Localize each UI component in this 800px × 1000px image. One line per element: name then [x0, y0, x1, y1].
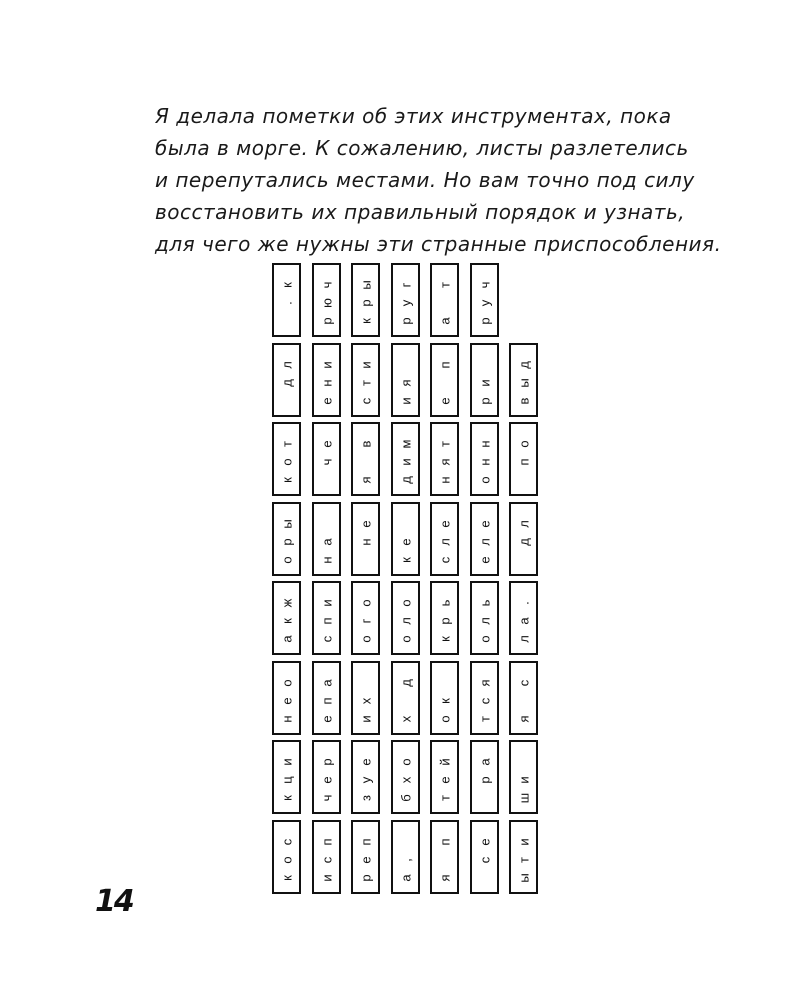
letter: п [437, 360, 452, 369]
letter: д [397, 476, 413, 484]
letter: ы [516, 872, 531, 883]
letter: и [318, 873, 334, 882]
letter: р [397, 317, 413, 325]
letter: в [358, 440, 373, 448]
letter: т [437, 282, 452, 288]
letter: е [437, 776, 452, 784]
letter: е [476, 555, 492, 564]
letter: г [358, 618, 373, 624]
letter-card [391, 820, 420, 894]
letter: а [318, 678, 334, 687]
letter: а [476, 758, 492, 766]
letter: с [358, 397, 373, 404]
letter: п [516, 458, 531, 466]
letter: а [437, 317, 452, 325]
letter: н [437, 476, 452, 484]
letter: х [358, 697, 373, 704]
letter: р [358, 299, 373, 307]
letter: к [279, 618, 294, 624]
letter: о [358, 599, 373, 607]
letter-card [351, 581, 380, 655]
letter: а [516, 617, 531, 625]
letter: л [516, 635, 531, 643]
letter: с [279, 838, 294, 845]
letter-card [312, 661, 341, 735]
letter: о [476, 635, 492, 643]
page-number: 14 [95, 884, 133, 919]
letter [473, 865, 495, 890]
letter: н [476, 440, 492, 448]
letter: о [279, 555, 294, 564]
letter: и [516, 776, 531, 784]
letter-card [312, 740, 341, 814]
letter: н [318, 378, 334, 387]
letter-card [470, 343, 499, 417]
letter: я [516, 714, 531, 723]
letter: е [318, 714, 334, 723]
letter-card [272, 581, 301, 655]
letter: о [476, 476, 492, 484]
letter-card [509, 581, 538, 655]
letter-card [312, 820, 341, 894]
intro-line: восстановить их правильный порядок и узнать, [155, 200, 686, 224]
letter: г [397, 282, 413, 288]
letter-card [391, 422, 420, 496]
letter-card [351, 343, 380, 417]
letter: р [318, 758, 334, 766]
letter: к [437, 697, 452, 704]
letter: н [476, 458, 492, 466]
letter: е [476, 519, 492, 528]
letter: у [476, 299, 492, 307]
letter: е [397, 537, 413, 546]
letter-card [470, 581, 499, 655]
letter: ш [516, 792, 531, 804]
letter: н [318, 555, 334, 564]
letter: х [397, 715, 413, 722]
letter: р [318, 317, 334, 325]
letter: о [279, 678, 294, 687]
letter-card [470, 661, 499, 735]
letter-card [509, 740, 538, 814]
letter-card [509, 422, 538, 496]
letter: и [397, 396, 413, 405]
letter: а [397, 873, 413, 882]
letter: ч [318, 794, 334, 802]
letter: а [318, 537, 334, 546]
letter-grid [272, 263, 542, 903]
letter: п [358, 837, 373, 846]
letter: и [318, 599, 334, 607]
letter: к [279, 477, 294, 483]
letter: д [516, 360, 531, 369]
letter: к [437, 636, 452, 642]
letter: н [279, 714, 294, 723]
letter: о [358, 635, 373, 643]
letter: р [437, 617, 452, 625]
letter: н [358, 537, 373, 546]
letter: у [397, 299, 413, 307]
letter-card [391, 343, 420, 417]
letter: п [437, 837, 452, 846]
letter: ю [318, 298, 334, 308]
letter-card [272, 740, 301, 814]
letter-card [470, 820, 499, 894]
letter-card [272, 422, 301, 496]
letter: о [279, 855, 294, 864]
letter: о [437, 714, 452, 723]
letter-card [470, 263, 499, 337]
letter: в [516, 397, 531, 404]
letter-card [430, 502, 459, 576]
letter: д [397, 678, 413, 687]
letter: к [358, 318, 373, 324]
letter: е [318, 396, 334, 405]
letter-card [391, 502, 420, 576]
letter-card [272, 820, 301, 894]
letter: р [358, 873, 373, 882]
letter: о [279, 458, 294, 466]
intro-line: Я делала пометки об этих инструментах, пока [155, 104, 672, 128]
letter: л [279, 360, 294, 369]
letter: я [397, 378, 413, 387]
letter-card [312, 422, 341, 496]
letter: ы [279, 518, 294, 529]
letter [276, 388, 298, 413]
letter: л [516, 519, 531, 528]
letter-card [351, 263, 380, 337]
letter-card [351, 740, 380, 814]
letter: е [437, 396, 452, 405]
letter-card [509, 502, 538, 576]
letter: т [358, 379, 373, 386]
letter: ч [318, 281, 334, 289]
letter: . [516, 601, 531, 605]
letter-card [430, 422, 459, 496]
letter-card [351, 820, 380, 894]
letter: и [358, 360, 373, 369]
letter: р [476, 396, 492, 405]
letter-card [430, 263, 459, 337]
letter: и [516, 837, 531, 846]
letter: о [516, 440, 531, 448]
letter-card [430, 343, 459, 417]
letter: о [397, 599, 413, 607]
letter [513, 468, 535, 493]
letter: ж [279, 598, 294, 608]
letter: л [437, 537, 452, 546]
letter-card [351, 661, 380, 735]
letter: к [279, 795, 294, 801]
letter-card [351, 502, 380, 576]
letter: ы [516, 377, 531, 388]
letter: ы [358, 280, 373, 290]
letter: р [476, 317, 492, 325]
letter: и [397, 458, 413, 466]
intro-text [155, 100, 755, 260]
letter [473, 786, 495, 811]
letter: ь [476, 599, 492, 607]
letter-card [272, 502, 301, 576]
letter-card [470, 422, 499, 496]
letter: ц [279, 776, 294, 784]
letter: и [476, 378, 492, 387]
letter: п [318, 617, 334, 625]
intro-line: и перепутались местами. Но вам точно под силу [155, 168, 695, 192]
letter: з [358, 795, 373, 801]
letter: л [476, 617, 492, 625]
letter: и [279, 758, 294, 766]
letter-card [272, 343, 301, 417]
letter: и [358, 714, 373, 723]
letter-card [430, 661, 459, 735]
letter: я [476, 678, 492, 687]
intro-line: для чего же нужны эти странные приспособления. [155, 232, 722, 256]
letter-card [470, 740, 499, 814]
letter-card [470, 502, 499, 576]
letter-card [312, 502, 341, 576]
letter-card [391, 661, 420, 735]
letter-card [430, 820, 459, 894]
intro-line: была в морге. К сожалению, листы разлетелись [155, 136, 689, 160]
letter: т [437, 795, 452, 801]
letter: а [279, 635, 294, 643]
letter: о [397, 635, 413, 643]
letter: с [437, 556, 452, 563]
letter: р [279, 537, 294, 546]
letter: е [437, 519, 452, 528]
letter: е [318, 776, 334, 784]
letter: л [397, 617, 413, 625]
letter: т [516, 856, 531, 863]
letter [276, 309, 298, 334]
letter: е [358, 855, 373, 864]
letter: , [397, 857, 413, 862]
letter: т [279, 441, 294, 447]
letter: к [279, 282, 294, 288]
letter: й [437, 758, 452, 766]
letter: я [437, 873, 452, 882]
letter-card [312, 581, 341, 655]
letter: л [476, 537, 492, 546]
letter-card [391, 740, 420, 814]
letter: с [476, 856, 492, 863]
letter: е [358, 519, 373, 528]
letter-card [509, 820, 538, 894]
letter: ч [476, 281, 492, 289]
letter: е [358, 758, 373, 766]
letter-card [272, 263, 301, 337]
letter-card [509, 343, 538, 417]
letter: х [397, 776, 413, 784]
letter-card [312, 343, 341, 417]
letter: о [397, 758, 413, 766]
letter: я [437, 458, 452, 466]
letter-card [391, 263, 420, 337]
letter [315, 468, 337, 493]
letter-card [351, 422, 380, 496]
letter-card [430, 740, 459, 814]
letter [355, 547, 377, 572]
letter-card [312, 263, 341, 337]
letter: е [318, 440, 334, 448]
letter-card [272, 661, 301, 735]
letter-card [509, 661, 538, 735]
letter: я [358, 476, 373, 484]
letter: . [279, 301, 294, 305]
letter: с [318, 635, 334, 643]
letter: с [318, 856, 334, 863]
letter: б [397, 794, 413, 802]
letter: е [476, 837, 492, 846]
letter: ь [437, 599, 452, 607]
letter: т [476, 715, 492, 722]
letter: е [279, 696, 294, 705]
letter: р [476, 776, 492, 784]
letter: к [279, 874, 294, 881]
letter: т [437, 441, 452, 447]
letter: п [318, 696, 334, 705]
letter [513, 547, 535, 572]
letter: к [397, 556, 413, 563]
letter: с [516, 679, 531, 686]
letter: д [516, 537, 531, 546]
letter-card [391, 581, 420, 655]
letter: д [279, 378, 294, 387]
letter: ч [318, 458, 334, 466]
letter: и [318, 360, 334, 369]
letter: у [358, 776, 373, 784]
letter: с [476, 697, 492, 704]
letter-card [430, 581, 459, 655]
letter: п [318, 837, 334, 846]
letter: м [397, 439, 413, 449]
